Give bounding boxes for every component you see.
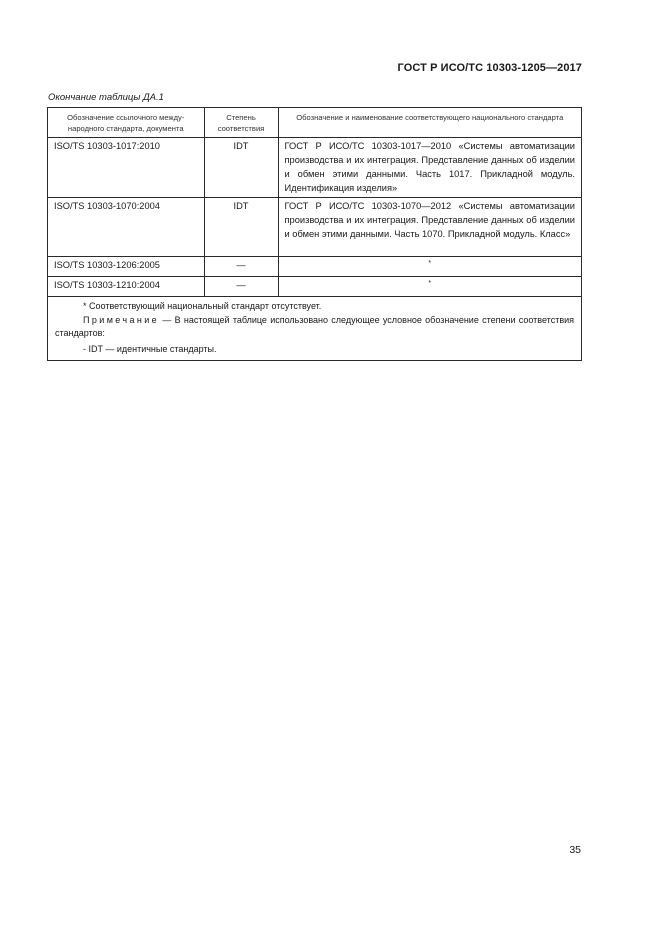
cell-degree: IDT <box>204 198 278 257</box>
page-number: 35 <box>569 844 581 856</box>
cell-national-standard <box>278 277 581 297</box>
cell-degree: — <box>204 277 278 297</box>
footnote-text: * Соответствующий национальный стандарт отсутствует. <box>83 301 322 311</box>
cell-national-standard <box>278 257 581 277</box>
footnote-asterisk: * <box>428 260 432 267</box>
column-header-degree: Степень соответствия <box>204 108 278 138</box>
table-notes <box>48 297 581 360</box>
cell-national-standard: ГОСТ Р ИСО/ТС 10303-1017—2010 «Системы автоматизации производства и их интеграция. Представление данных об изделии и обмен этими данными. Часть 1017. Прикладной модуль. Идентификация изделия» <box>278 138 581 198</box>
table-row <box>48 257 581 277</box>
note-label: Примечание <box>83 314 160 325</box>
document-header-standard: ГОСТ Р ИСО/ТС 10303-1205—2017 <box>397 62 582 74</box>
cell-intl-standard: ISO/TS 10303-1070:2004 <box>48 198 204 257</box>
note-paragraph <box>55 314 574 341</box>
correspondence-table <box>47 107 582 361</box>
table-caption: Окончание таблицы ДА.1 <box>48 92 164 103</box>
note-text: — В настоящей таблице использовано следующее условное обозначение степени соответствия стандартов: <box>55 314 574 338</box>
column-header-national-standard: Обозначение и наименование соответствующего национального стандарта <box>278 108 581 138</box>
column-header-intl-standard: Обозначение ссылочного между-народного стандарта, документа <box>48 108 204 138</box>
cell-intl-standard: ISO/TS 10303-1017:2010 <box>48 138 204 198</box>
table-row <box>48 138 581 198</box>
cell-degree: IDT <box>204 138 278 198</box>
table-header-row <box>48 108 581 138</box>
cell-intl-standard: ISO/TS 10303-1206:2005 <box>48 257 204 277</box>
note-bullet: - IDT — идентичные стандарты. <box>83 343 217 354</box>
table-row <box>48 277 581 297</box>
cell-intl-standard: ISO/TS 10303-1210:2004 <box>48 277 204 297</box>
table-row <box>48 198 581 257</box>
cell-degree: — <box>204 257 278 277</box>
footnote-asterisk: * <box>428 280 432 287</box>
cell-national-standard: ГОСТ Р ИСО/ТС 10303-1070—2012 «Системы автоматизации производства и их интеграция. Представление данных об изделии и обмен этими данными. Часть 1070. Прикладной модуль. Класс» <box>278 198 581 257</box>
